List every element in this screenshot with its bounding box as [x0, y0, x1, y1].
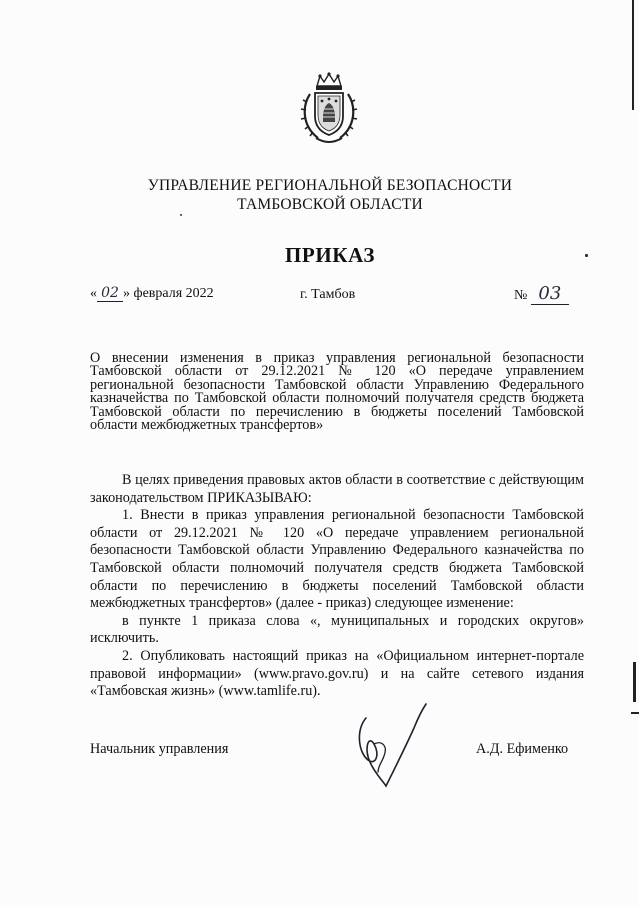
body-item-2: 2. Опубликовать настоящий приказ на «Официальном интернет-портале правовой информации» (www.pravo.gov.ru) и на сайте сетевого издания «Тамбовская жизнь» (www.tamlife.ru).: [90, 647, 584, 700]
number-handwritten: 03: [531, 283, 569, 305]
document-city: г. Тамбов: [300, 287, 356, 302]
date-day-handwritten: 02: [97, 285, 123, 302]
body-item-1: 1. Внести в приказ управления региональной безопасности Тамбовской области от 29.12.2021 № 120 «О передаче управлением региональной безопасности Тамбовской области Управлению Федерального казначейства по Тамбовской области полномочий получателя средств бюджета Тамбовской области по перечислению в бюджеты поселений Тамбовской области межбюджетных трансфертов» (далее - приказ) следующее изменение:: [90, 507, 584, 612]
signatory-position: Начальник управления: [90, 741, 229, 757]
signatory-name: А.Д. Ефименко: [476, 741, 569, 757]
organization-name-line2: ТАМБОВСКОЙ ОБЛАСТИ: [237, 196, 423, 213]
handwritten-signature: [352, 700, 432, 792]
scan-speck: [180, 214, 182, 216]
scan-edge-mark: [632, 0, 634, 110]
body-item-1-change: в пункте 1 приказа слова «, муниципальных и городских округов» исключить.: [90, 612, 584, 647]
scan-edge-mark: [631, 712, 639, 714]
organization-name: [100, 176, 560, 214]
date-month-year: февраля 2022: [133, 286, 214, 301]
document-subject: [90, 352, 584, 432]
scan-speck: [585, 254, 588, 257]
body-preamble: В целях приведения правовых актов области в соответствие с действующим законодательством ПРИКАЗЫВАЮ:: [90, 472, 584, 506]
organization-name-line1: УПРАВЛЕНИЕ РЕГИОНАЛЬНОЙ БЕЗОПАСНОСТИ: [147, 177, 513, 194]
document-date: [90, 285, 214, 302]
document-type-title: ПРИКАЗ: [284, 243, 376, 267]
date-close-quote: »: [123, 286, 130, 301]
document-number: [514, 283, 569, 305]
date-open-quote: «: [90, 286, 97, 301]
number-label: №: [514, 288, 528, 303]
document-body: [90, 472, 584, 701]
tambov-coat-of-arms-icon: [298, 72, 360, 146]
scan-edge-mark: [633, 662, 636, 702]
subject-text: О внесении изменения в приказ управления региональной безопасности Тамбовской области от 29.12.2021 № 120 «О передаче управлением региональной безопасности Тамбовской области Управлению Федерального казначейства по Тамбовской области полномочий получателя средств бюджета Тамбовской области по перечислению в бюджеты поселений Тамбовской области межбюджетных трансфертов»: [90, 350, 584, 434]
